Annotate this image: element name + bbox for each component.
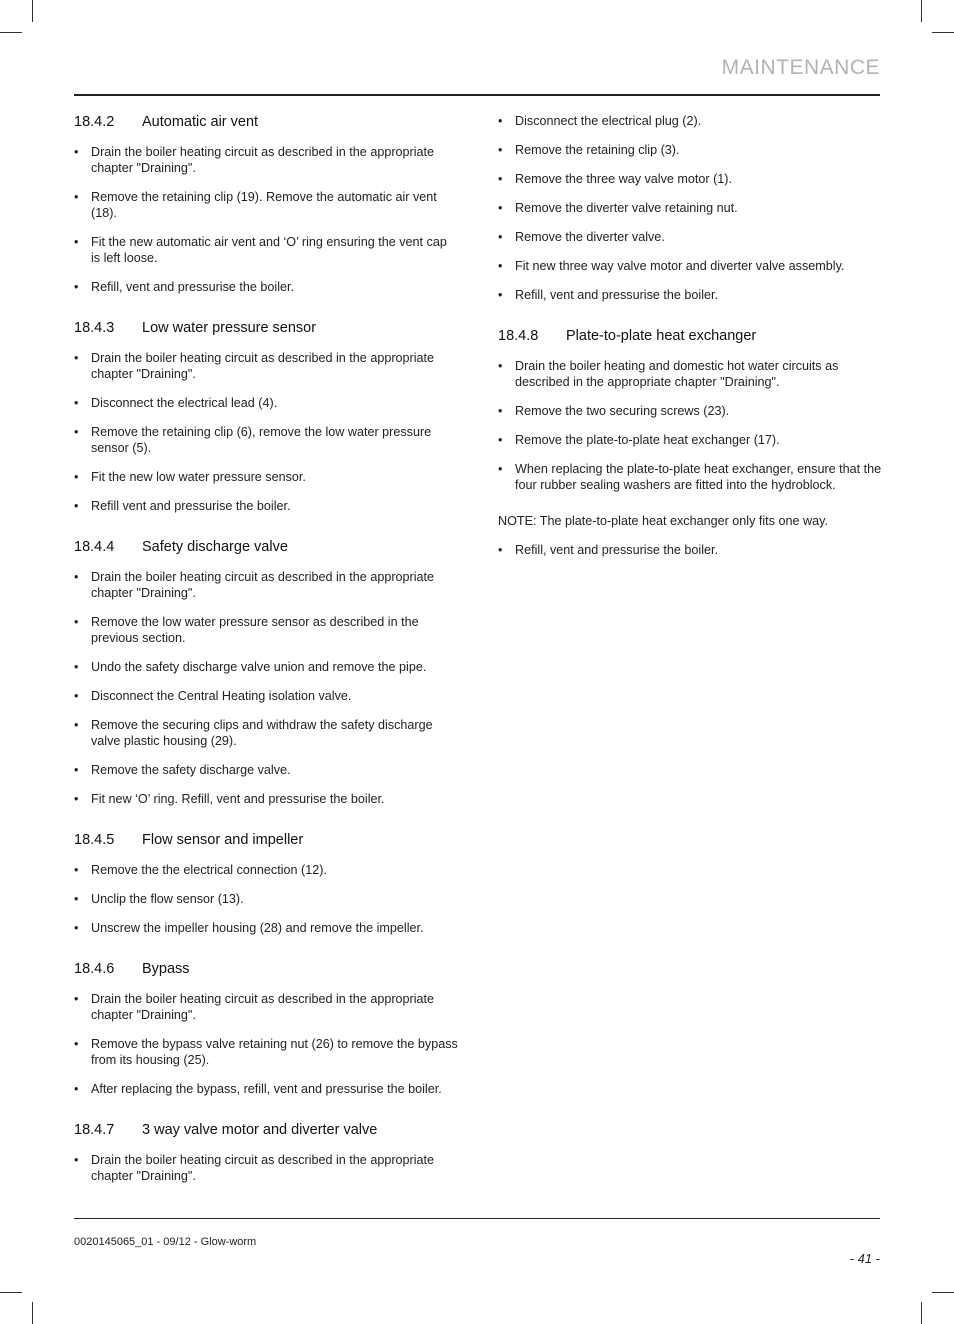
header-divider (74, 94, 880, 96)
section-18-4-6 (74, 960, 458, 1097)
bullet-list (74, 991, 458, 1097)
list-item: • Remove the securing clips and withdraw the safety discharge valve plastic housing (29). (74, 717, 458, 749)
section-title: Low water pressure sensor (142, 320, 317, 336)
list-item: • Remove the retaining clip (19). Remove the automatic air vent (18). (74, 189, 458, 221)
list-item: • Disconnect the electrical plug (2). (498, 113, 882, 129)
section-heading (74, 538, 458, 556)
section-18-4-2 (74, 113, 458, 295)
left-column (74, 113, 458, 1208)
section-number: 18.4.2 (74, 114, 115, 130)
bullet-list (498, 542, 882, 558)
section-title: Safety discharge valve (142, 539, 288, 555)
section-title: Flow sensor and impeller (142, 832, 304, 848)
list-item: • After replacing the bypass, refill, vent and pressurise the boiler. (74, 1081, 458, 1097)
crop-mark (921, 0, 922, 22)
bullet-list (74, 569, 458, 807)
section-number: 18.4.8 (498, 328, 539, 344)
list-item: • Refill, vent and pressurise the boiler. (498, 542, 882, 558)
list-item: • Disconnect the Central Heating isolation valve. (74, 688, 458, 704)
right-column (498, 113, 882, 582)
list-item: • Undo the safety discharge valve union and remove the pipe. (74, 659, 458, 675)
list-item: • Remove the the electrical connection (12). (74, 862, 458, 878)
section-title: 3 way valve motor and diverter valve (142, 1122, 378, 1138)
section-heading (74, 960, 458, 978)
page-header-title: MAINTENANCE (721, 56, 880, 79)
section-heading (74, 1121, 458, 1139)
list-item: • Remove the safety discharge valve. (74, 762, 458, 778)
list-item: • Unclip the flow sensor (13). (74, 891, 458, 907)
crop-mark (0, 32, 22, 33)
section-number: 18.4.3 (74, 320, 115, 336)
list-item: • Drain the boiler heating circuit as described in the appropriate chapter "Draining". (74, 144, 458, 176)
section-heading (74, 319, 458, 337)
list-item: • Drain the boiler heating circuit as described in the appropriate chapter "Draining". (74, 991, 458, 1023)
list-item: • Fit new three way valve motor and diverter valve assembly. (498, 258, 882, 274)
list-item: • Fit new ‘O’ ring. Refill, vent and pressurise the boiler. (74, 791, 458, 807)
section-heading (74, 113, 458, 131)
list-item: • Refill vent and pressurise the boiler. (74, 498, 458, 514)
crop-mark (32, 0, 33, 22)
section-title: Automatic air vent (142, 114, 259, 130)
section-title: Bypass (142, 961, 190, 977)
bullet-list (74, 1152, 458, 1184)
footer-divider (74, 1218, 880, 1219)
crop-mark (0, 1292, 22, 1293)
section-18-4-7-continued (498, 113, 882, 303)
list-item: • Remove the diverter valve retaining nut. (498, 200, 882, 216)
section-18-4-8 (498, 327, 882, 558)
bullet-list (498, 113, 882, 303)
list-item: • Drain the boiler heating circuit as described in the appropriate chapter "Draining". (74, 1152, 458, 1184)
section-number: 18.4.7 (74, 1122, 115, 1138)
section-18-4-4 (74, 538, 458, 807)
list-item: • Remove the plate-to-plate heat exchanger (17). (498, 432, 882, 448)
section-18-4-3 (74, 319, 458, 514)
list-item: • Disconnect the electrical lead (4). (74, 395, 458, 411)
crop-mark (32, 1302, 33, 1324)
list-item: • Remove the three way valve motor (1). (498, 171, 882, 187)
list-item: • Remove the retaining clip (6), remove the low water pressure sensor (5). (74, 424, 458, 456)
list-item: • Drain the boiler heating circuit as described in the appropriate chapter "Draining". (74, 350, 458, 382)
page-number: - 41 - (849, 1251, 880, 1266)
list-item: • Fit the new low water pressure sensor. (74, 469, 458, 485)
note-text: NOTE: The plate-to-plate heat exchanger only fits one way. (498, 514, 828, 528)
list-item: • Remove the two securing screws (23). (498, 403, 882, 419)
section-number: 18.4.6 (74, 961, 115, 977)
list-item: • Unscrew the impeller housing (28) and remove the impeller. (74, 920, 458, 936)
section-number: 18.4.5 (74, 832, 115, 848)
crop-mark (921, 1302, 922, 1324)
footer-document-reference: 0020145065_01 - 09/12 - Glow-worm (74, 1236, 257, 1248)
list-item: • Remove the diverter valve. (498, 229, 882, 245)
list-item: • Refill, vent and pressurise the boiler. (498, 287, 882, 303)
list-item: • Remove the low water pressure sensor as described in the previous section. (74, 614, 458, 646)
list-item: • Remove the bypass valve retaining nut (26) to remove the bypass from its housing (25). (74, 1036, 458, 1068)
list-item: • Fit the new automatic air vent and ‘O’ ring ensuring the vent cap is left loose. (74, 234, 458, 266)
bullet-list (74, 862, 458, 936)
section-number: 18.4.4 (74, 539, 115, 555)
bullet-list (498, 358, 882, 493)
list-item: • When replacing the plate-to-plate heat exchanger, ensure that the four rubber sealing washers are fitted into the hydroblock. (498, 461, 882, 493)
section-18-4-7 (74, 1121, 458, 1184)
list-item: • Drain the boiler heating and domestic hot water circuits as described in the appropriate chapter "Draining". (498, 358, 882, 390)
crop-mark (932, 32, 954, 33)
section-heading (74, 831, 458, 849)
list-item: • Remove the retaining clip (3). (498, 142, 882, 158)
list-item: • Refill, vent and pressurise the boiler. (74, 279, 458, 295)
section-title: Plate-to-plate heat exchanger (566, 328, 757, 344)
crop-mark (932, 1292, 954, 1293)
section-18-4-5 (74, 831, 458, 936)
list-item: • Drain the boiler heating circuit as described in the appropriate chapter "Draining". (74, 569, 458, 601)
section-heading (498, 327, 882, 345)
bullet-list (74, 144, 458, 295)
bullet-list (74, 350, 458, 514)
